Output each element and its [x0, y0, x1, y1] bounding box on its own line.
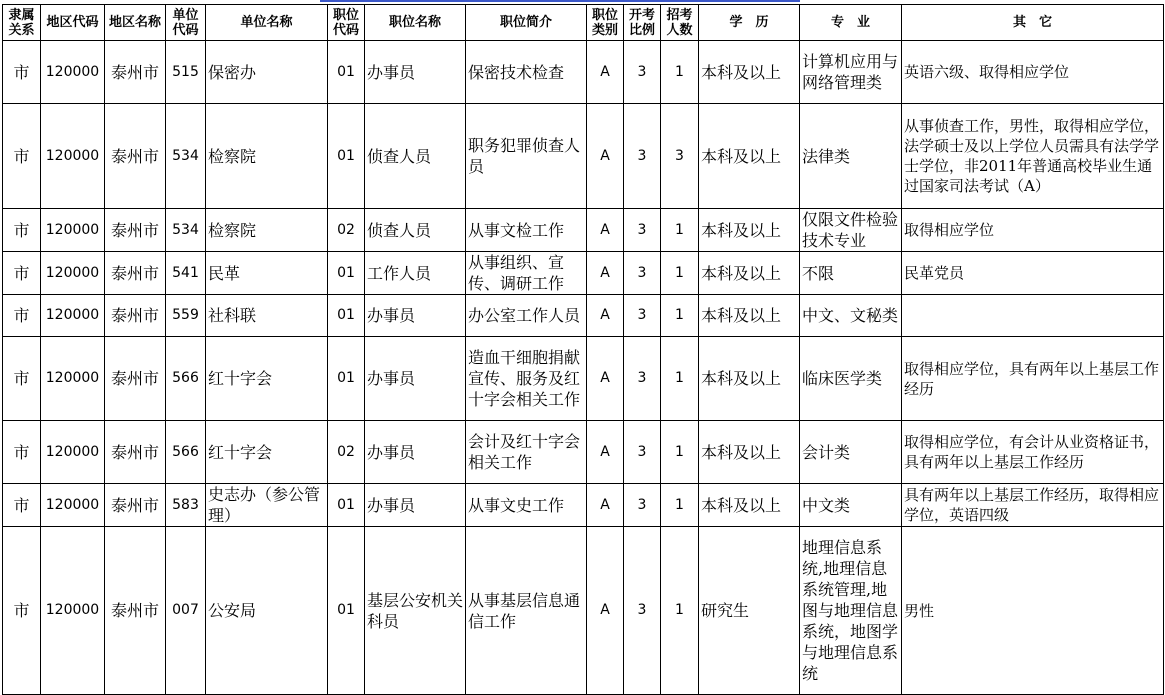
cell-other: [902, 484, 1164, 527]
header-row: [3, 5, 1164, 41]
header-unit-code: 单位代码: [166, 5, 206, 41]
unit-name-text: 公安局: [208, 601, 257, 620]
cell-education: 本科及以上: [699, 209, 800, 252]
cell-major: [800, 484, 902, 527]
cell-ratio: 3: [624, 527, 661, 695]
cell-affiliation: 市: [3, 295, 41, 337]
position-name-text: 办事员: [367, 495, 416, 515]
cell-region-code: 120000: [41, 41, 105, 104]
cell-major: [800, 337, 902, 421]
cell-other: [902, 252, 1164, 295]
cell-affiliation: 市: [3, 209, 41, 252]
position-name-text: 侦查人员: [367, 220, 432, 240]
position-name-text: 办事员: [367, 62, 416, 82]
major-text: 仅限文件检验技术专业: [802, 210, 899, 250]
cell-description: [466, 421, 587, 484]
header-position-code: 职位代码: [328, 5, 365, 41]
cell-affiliation: 市: [3, 484, 41, 527]
cell-description: [466, 252, 587, 295]
header-education: 学 历: [699, 5, 800, 41]
description-text: 从事文史工作: [468, 495, 565, 515]
cell-major: [800, 41, 902, 104]
cell-position-name: [365, 252, 466, 295]
description-text: 从事文检工作: [468, 220, 565, 240]
cell-category: A: [587, 295, 624, 337]
unit-name-text: 红十字会: [208, 369, 273, 388]
major-text: 地理信息系统,地理信息系统管理,地图与地理信息系统，地图学与地理信息系统: [802, 538, 899, 683]
cell-unit-code: 534: [166, 104, 206, 209]
cell-ratio: 3: [624, 252, 661, 295]
cell-count: 1: [661, 337, 699, 421]
table-row: [3, 104, 1164, 209]
cell-major: [800, 209, 902, 252]
unit-name-text: 史志办（参公管理）: [208, 485, 321, 525]
cell-unit-code: 566: [166, 337, 206, 421]
header-major: 专 业: [800, 5, 902, 41]
other-text: 取得相应学位，有会计从业资格证书，具有两年以上基层工作经历: [904, 433, 1160, 471]
other-text: 具有两年以上基层工作经历，取得相应学位，英语四级: [904, 486, 1160, 524]
major-text: 临床医学类: [802, 369, 883, 388]
header-region-name: 地区名称: [105, 5, 166, 41]
major-text: 计算机应用与网络管理类: [802, 52, 899, 92]
header-unit-name: 单位名称: [206, 5, 328, 41]
cell-count: 1: [661, 209, 699, 252]
cell-region-name: 泰州市: [105, 337, 166, 421]
cell-affiliation: 市: [3, 41, 41, 104]
position-name-text: 工作人员: [367, 263, 432, 283]
cell-other: [902, 295, 1164, 337]
cell-unit-name: [206, 337, 328, 421]
other-text: 取得相应学位，具有两年以上基层工作经历: [904, 359, 1160, 398]
cell-other: [902, 209, 1164, 252]
other-text: 从事侦查工作，男性，取得相应学位，法学硕士及以上学位人员需具有法学学士学位，非2011年普通高校毕业生通过国家司法考试（A）: [904, 117, 1160, 195]
header-ratio: 开考比例: [624, 5, 661, 41]
description-text: 会计及红十字会相关工作: [468, 432, 581, 472]
unit-name-text: 红十字会: [208, 442, 273, 462]
description-text: 职务犯罪侦查人员: [468, 136, 581, 176]
cell-education: 本科及以上: [699, 41, 800, 104]
cell-unit-code: 583: [166, 484, 206, 527]
unit-name-text: 保密办: [208, 62, 257, 82]
cell-position-code: 01: [328, 295, 365, 337]
major-text: 中文、文秘类: [802, 306, 899, 325]
cell-position-name: [365, 527, 466, 695]
cell-position-name: [365, 295, 466, 337]
major-text: 中文类: [802, 495, 851, 515]
cell-region-name: 泰州市: [105, 295, 166, 337]
cell-description: [466, 104, 587, 209]
cell-position-name: [365, 337, 466, 421]
cell-position-code: 01: [328, 527, 365, 695]
cell-position-code: 02: [328, 209, 365, 252]
cell-education: 本科及以上: [699, 295, 800, 337]
cell-ratio: 3: [624, 41, 661, 104]
cell-unit-code: 566: [166, 421, 206, 484]
header-position-name: 职位名称: [365, 5, 466, 41]
cell-unit-name: [206, 421, 328, 484]
cell-position-name: [365, 209, 466, 252]
position-name-text: 基层公安机关科员: [367, 590, 463, 631]
header-region-code: 地区代码: [41, 5, 105, 41]
cell-region-name: 泰州市: [105, 41, 166, 104]
other-text: 英语六级、取得相应学位: [904, 63, 1070, 81]
cell-description: [466, 337, 587, 421]
cell-count: 1: [661, 41, 699, 104]
cell-major: [800, 295, 902, 337]
position-name-text: 办事员: [367, 442, 416, 462]
cell-region-code: 120000: [41, 484, 105, 527]
cell-ratio: 3: [624, 337, 661, 421]
unit-name-text: 民革: [208, 263, 241, 283]
cell-category: A: [587, 41, 624, 104]
cell-count: 1: [661, 484, 699, 527]
cell-description: [466, 209, 587, 252]
cell-ratio: 3: [624, 104, 661, 209]
major-text: 法律类: [802, 146, 851, 166]
cell-description: [466, 295, 587, 337]
cell-unit-name: [206, 252, 328, 295]
cell-region-name: 泰州市: [105, 209, 166, 252]
cell-region-code: 120000: [41, 252, 105, 295]
cell-count: 1: [661, 527, 699, 695]
cell-unit-name: [206, 295, 328, 337]
table-row: [3, 295, 1164, 337]
cell-education: 本科及以上: [699, 252, 800, 295]
cell-affiliation: 市: [3, 252, 41, 295]
cell-count: 1: [661, 252, 699, 295]
cell-category: A: [587, 252, 624, 295]
header-affiliation: 隶属关系: [3, 5, 41, 41]
cell-category: A: [587, 484, 624, 527]
cell-affiliation: 市: [3, 104, 41, 209]
table-row: [3, 41, 1164, 104]
cell-category: A: [587, 209, 624, 252]
position-name-text: 办事员: [367, 306, 416, 325]
cell-affiliation: 市: [3, 337, 41, 421]
cell-education: 本科及以上: [699, 104, 800, 209]
unit-name-text: 检察院: [208, 146, 257, 166]
header-description: 职位简介: [466, 5, 587, 41]
cell-other: [902, 421, 1164, 484]
unit-name-text: 社科联: [208, 306, 257, 325]
cell-category: A: [587, 337, 624, 421]
position-name-text: 侦查人员: [367, 146, 432, 166]
table-row: [3, 252, 1164, 295]
cell-position-code: 01: [328, 41, 365, 104]
cell-region-name: 泰州市: [105, 252, 166, 295]
cell-unit-name: [206, 41, 328, 104]
cell-unit-code: 007: [166, 527, 206, 695]
cell-other: [902, 41, 1164, 104]
cell-ratio: 3: [624, 209, 661, 252]
cell-region-code: 120000: [41, 421, 105, 484]
cell-position-name: [365, 41, 466, 104]
cell-region-name: 泰州市: [105, 527, 166, 695]
cell-region-name: 泰州市: [105, 421, 166, 484]
other-text: 男性: [904, 601, 935, 620]
cell-count: 1: [661, 295, 699, 337]
cell-unit-code: 559: [166, 295, 206, 337]
cell-position-name: [365, 484, 466, 527]
cell-description: [466, 527, 587, 695]
cell-unit-name: [206, 209, 328, 252]
table-row: [3, 421, 1164, 484]
cell-other: [902, 337, 1164, 421]
cell-position-code: 02: [328, 421, 365, 484]
top-rule: [320, 0, 800, 2]
header-category: 职位类别: [587, 5, 624, 41]
cell-major: [800, 252, 902, 295]
description-text: 从事基层信息通信工作: [468, 590, 581, 631]
description-text: 办公室工作人员: [468, 306, 581, 325]
cell-affiliation: 市: [3, 527, 41, 695]
cell-position-name: [365, 104, 466, 209]
cell-count: 3: [661, 104, 699, 209]
major-text: 会计类: [802, 442, 851, 462]
cell-other: [902, 104, 1164, 209]
cell-position-code: 01: [328, 337, 365, 421]
cell-unit-name: [206, 527, 328, 695]
cell-region-code: 120000: [41, 295, 105, 337]
cell-major: [800, 104, 902, 209]
cell-category: A: [587, 527, 624, 695]
cell-major: [800, 527, 902, 695]
cell-description: [466, 41, 587, 104]
major-text: 不限: [802, 263, 835, 283]
cell-description: [466, 484, 587, 527]
cell-position-code: 01: [328, 252, 365, 295]
description-text: 从事组织、宣传、调研工作: [468, 253, 565, 293]
cell-affiliation: 市: [3, 421, 41, 484]
table-row: [3, 527, 1164, 695]
cell-education: 研究生: [699, 527, 800, 695]
cell-ratio: 3: [624, 421, 661, 484]
cell-unit-name: [206, 484, 328, 527]
cell-region-code: 120000: [41, 104, 105, 209]
other-text: 取得相应学位: [904, 221, 995, 239]
cell-position-code: 01: [328, 484, 365, 527]
cell-region-code: 120000: [41, 527, 105, 695]
cell-region-name: 泰州市: [105, 104, 166, 209]
cell-unit-code: 515: [166, 41, 206, 104]
cell-major: [800, 421, 902, 484]
cell-unit-code: 541: [166, 252, 206, 295]
header-other: 其 它: [902, 5, 1164, 41]
cell-position-code: 01: [328, 104, 365, 209]
recruitment-table: [2, 4, 1164, 695]
cell-other: [902, 527, 1164, 695]
cell-ratio: 3: [624, 295, 661, 337]
cell-education: 本科及以上: [699, 421, 800, 484]
cell-education: 本科及以上: [699, 337, 800, 421]
cell-unit-name: [206, 104, 328, 209]
description-text: 造血干细胞捐献宣传、服务及红十字会相关工作: [468, 348, 581, 409]
table-row: [3, 209, 1164, 252]
cell-region-code: 120000: [41, 209, 105, 252]
description-text: 保密技术检查: [468, 62, 565, 82]
cell-position-name: [365, 421, 466, 484]
cell-count: 1: [661, 421, 699, 484]
cell-category: A: [587, 104, 624, 209]
other-text: 民革党员: [904, 264, 965, 282]
header-count: 招考人数: [661, 5, 699, 41]
cell-unit-code: 534: [166, 209, 206, 252]
position-name-text: 办事员: [367, 369, 416, 388]
cell-education: 本科及以上: [699, 484, 800, 527]
cell-region-name: 泰州市: [105, 484, 166, 527]
cell-category: A: [587, 421, 624, 484]
table-row: [3, 484, 1164, 527]
cell-region-code: 120000: [41, 337, 105, 421]
table-row: [3, 337, 1164, 421]
unit-name-text: 检察院: [208, 220, 257, 240]
cell-ratio: 3: [624, 484, 661, 527]
